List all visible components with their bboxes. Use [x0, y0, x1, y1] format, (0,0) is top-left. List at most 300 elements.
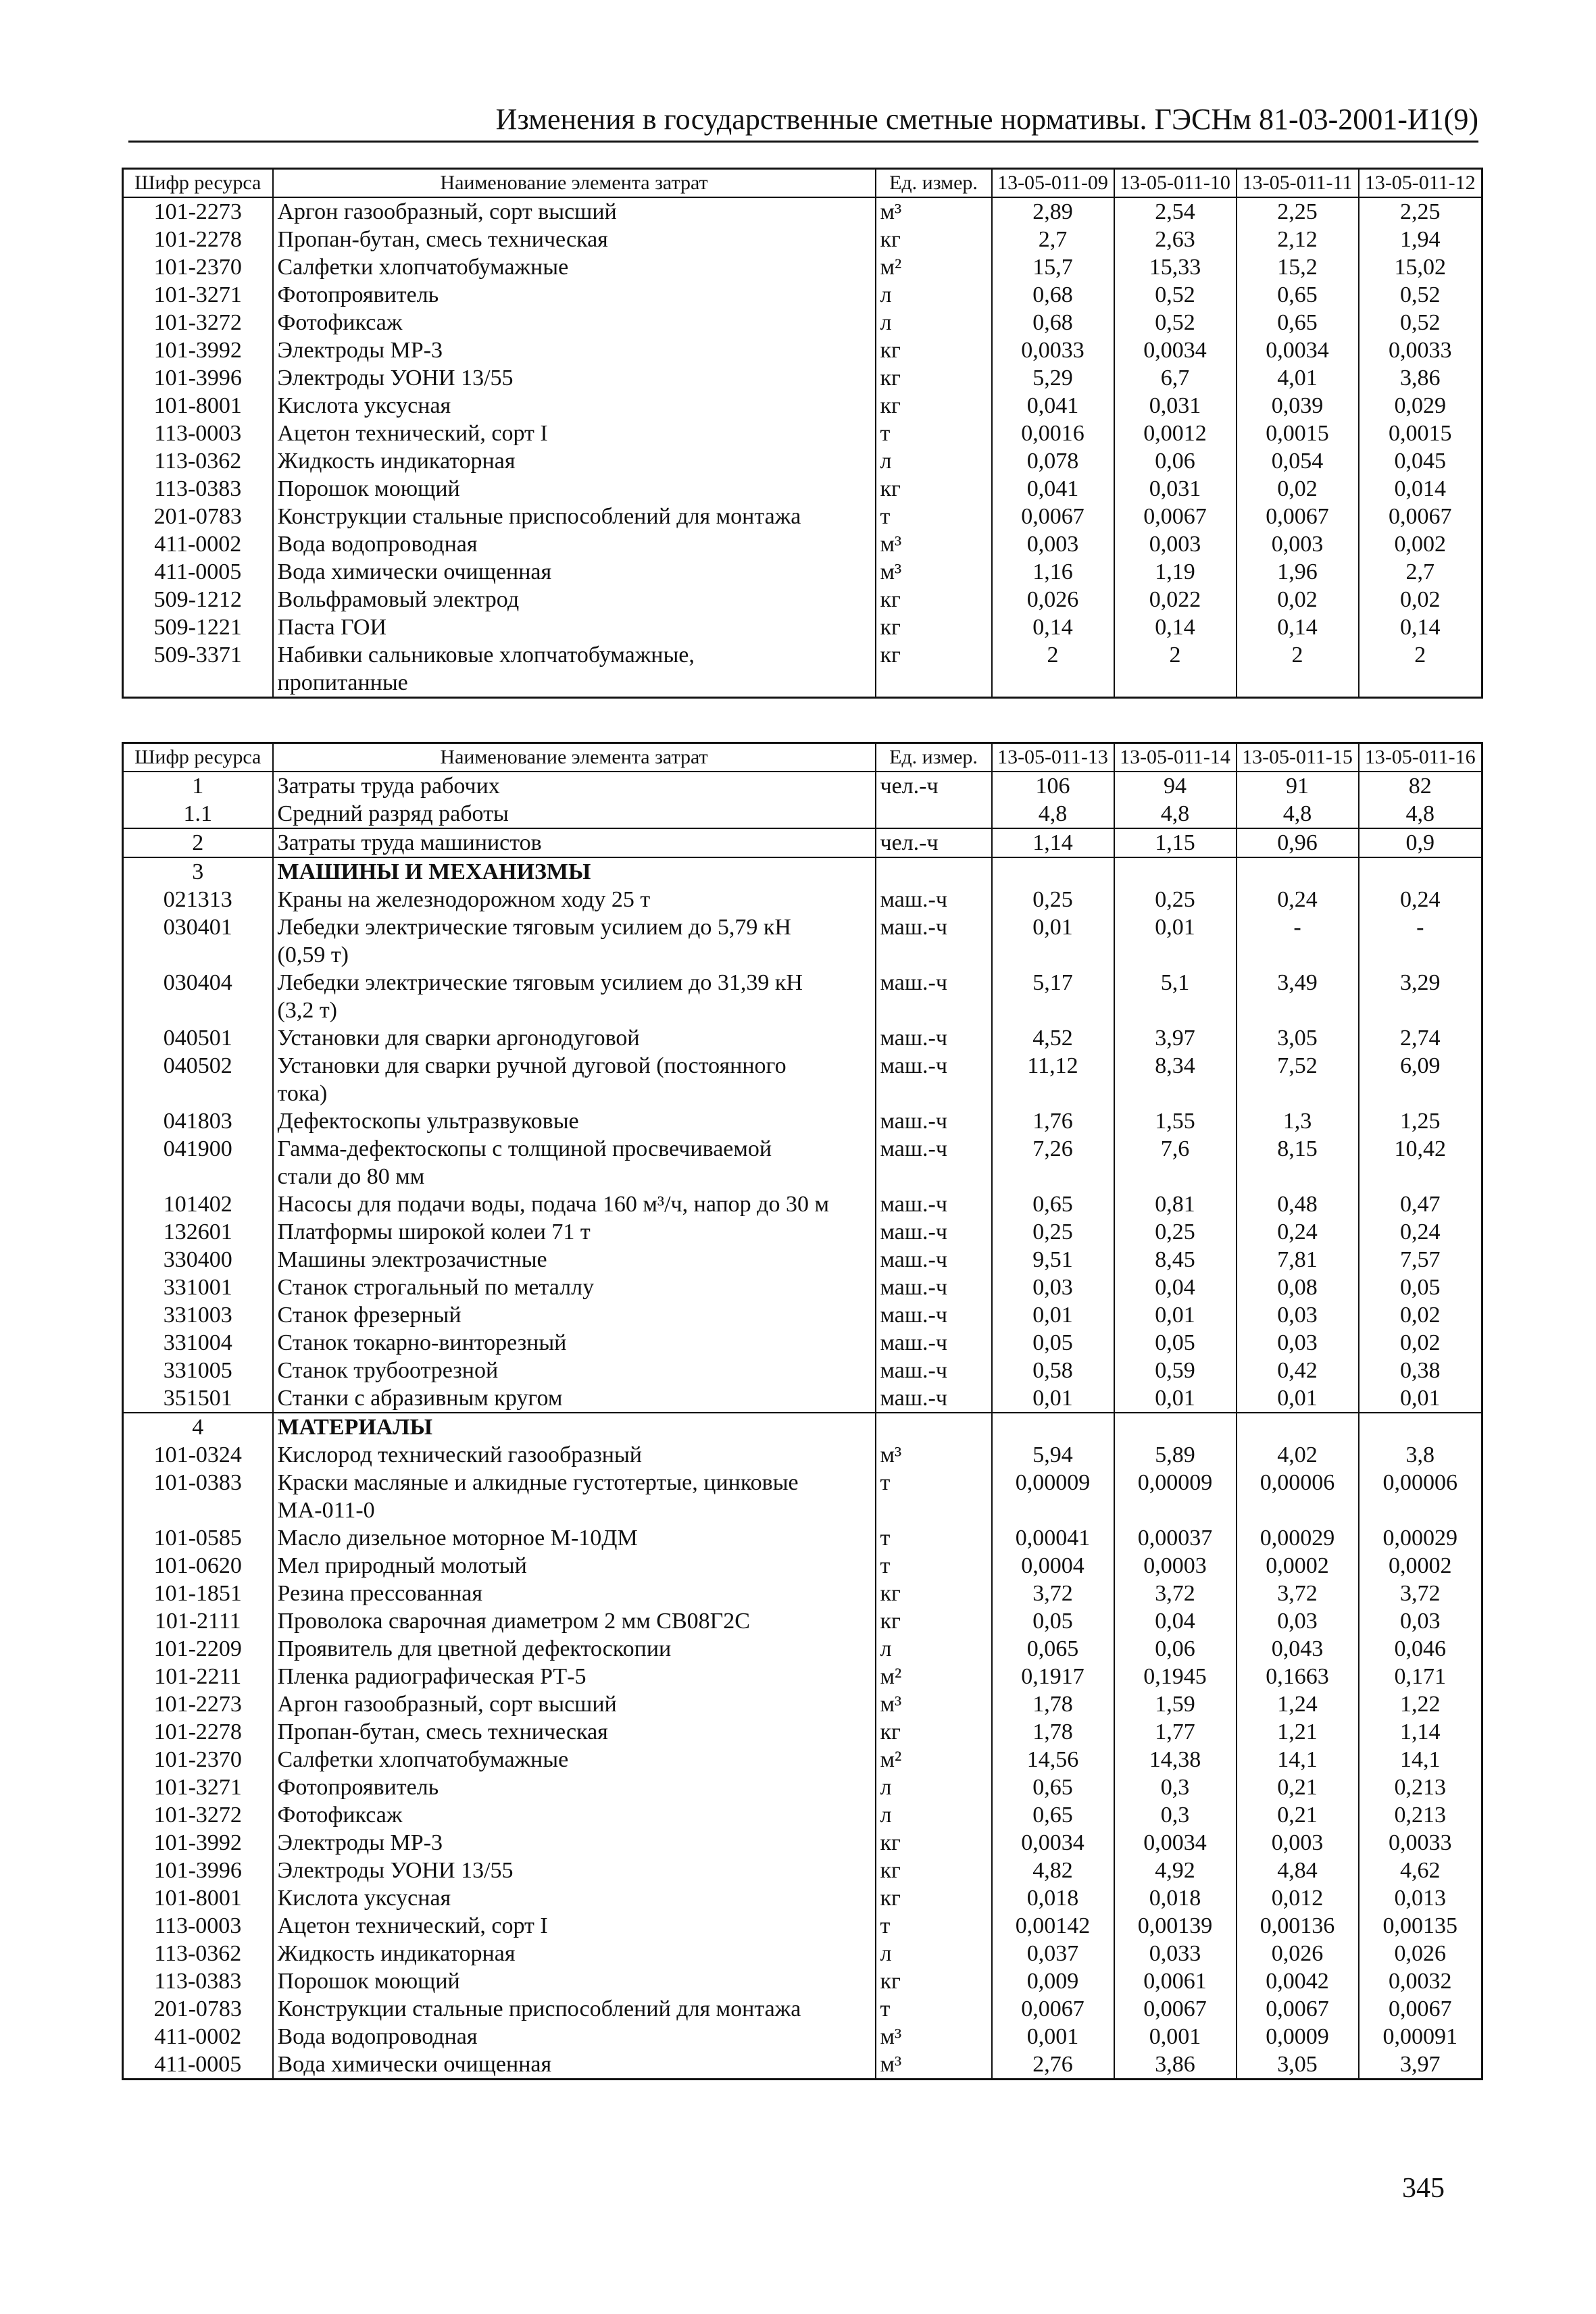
col-norm-header: 13-05-011-16: [1359, 743, 1482, 772]
unit-cell: кг: [876, 475, 992, 503]
table-row: [123, 1774, 1482, 1801]
norm-value-cell: 5,94: [992, 1441, 1114, 1469]
norm-value-cell: 0,0067: [1237, 1995, 1359, 2023]
norm-value-cell: 0,00009: [1114, 1469, 1237, 1496]
unit-cell: [876, 1163, 992, 1190]
cost-element-name-cell: Станок трубоотрезной: [273, 1357, 876, 1384]
norm-value-cell: 0,65: [992, 1801, 1114, 1829]
table-row: [123, 558, 1482, 586]
norm-value-cell: 0,24: [1237, 886, 1359, 913]
cost-element-name-cell: Краски масляные и алкидные густотертые, цинковые: [273, 1469, 876, 1496]
norm-value-cell: 0,026: [1359, 1940, 1482, 1967]
norm-value-cell: 0,00006: [1359, 1469, 1482, 1496]
unit-cell: маш.-ч: [876, 1246, 992, 1274]
norm-value-cell: 15,7: [992, 253, 1114, 281]
resource-code-cell: 030401: [123, 913, 273, 941]
resource-code-cell: 411-0002: [123, 2023, 273, 2051]
cost-element-name-cell: Пропан-бутан, смесь техническая: [273, 226, 876, 253]
norm-value-cell: 3,72: [992, 1580, 1114, 1607]
norm-value-cell: 1,76: [992, 1107, 1114, 1135]
resource-code-cell: 113-0003: [123, 420, 273, 447]
norm-value-cell: 8,15: [1237, 1135, 1359, 1163]
unit-cell: чел.-ч: [876, 828, 992, 857]
table-row: [123, 309, 1482, 336]
norm-value-cell: 0,043: [1237, 1635, 1359, 1663]
norm-value-cell: 0,031: [1114, 475, 1237, 503]
norm-value-cell: 0,014: [1359, 475, 1482, 503]
norm-value-cell: 0,04: [1114, 1607, 1237, 1635]
norm-value-cell: 0,022: [1114, 586, 1237, 613]
cost-element-name-cell: Порошок моющий: [273, 1967, 876, 1995]
norm-value-cell: 3,86: [1359, 364, 1482, 392]
norm-value-cell: 0,9: [1359, 828, 1482, 857]
norm-value-cell: 0,21: [1237, 1801, 1359, 1829]
cost-element-name-cell: Салфетки хлопчатобумажные: [273, 253, 876, 281]
norm-value-cell: 3,05: [1237, 1024, 1359, 1052]
resource-code-cell: 1: [123, 772, 273, 800]
unit-cell: маш.-ч: [876, 969, 992, 997]
norm-value-cell: 0,0003: [1114, 1552, 1237, 1580]
norm-value-cell: 4,84: [1237, 1857, 1359, 1884]
norm-value-cell: 0,24: [1237, 1218, 1359, 1246]
resource-code-cell: 201-0783: [123, 503, 273, 530]
resource-code-cell: 101-2111: [123, 1607, 273, 1635]
norm-value-cell: 0,029: [1359, 392, 1482, 420]
cost-element-name-cell: Станки с абразивным кругом: [273, 1384, 876, 1413]
cost-element-name-cell: МАШИНЫ И МЕХАНИЗМЫ: [273, 857, 876, 886]
unit-cell: кг: [876, 392, 992, 420]
norm-value-cell: 0,0061: [1114, 1967, 1237, 1995]
resource-code-cell: 021313: [123, 886, 273, 913]
norm-value-cell: 0,01: [1237, 1384, 1359, 1413]
cost-element-name-cell: Установки для сварки аргонодуговой: [273, 1024, 876, 1052]
unit-cell: кг: [876, 336, 992, 364]
norm-value-cell: 1,55: [1114, 1107, 1237, 1135]
unit-cell: [876, 1080, 992, 1107]
norm-value-cell: 1,78: [992, 1718, 1114, 1746]
norm-value-cell: [1359, 1163, 1482, 1190]
norm-value-cell: 0,0067: [1237, 503, 1359, 530]
norm-value-cell: 2: [1359, 641, 1482, 669]
norm-value-cell: 14,1: [1237, 1746, 1359, 1774]
table-row: [123, 772, 1482, 800]
norm-value-cell: 0,01: [992, 913, 1114, 941]
unit-cell: кг: [876, 1718, 992, 1746]
cost-element-name-cell: (3,2 т): [273, 997, 876, 1024]
cost-element-name-cell: Аргон газообразный, сорт высший: [273, 1690, 876, 1718]
unit-cell: маш.-ч: [876, 1357, 992, 1384]
cost-element-name-cell: стали до 80 мм: [273, 1163, 876, 1190]
resource-code-cell: 411-0002: [123, 530, 273, 558]
norm-value-cell: 0,14: [1359, 613, 1482, 641]
unit-cell: т: [876, 1524, 992, 1552]
norm-value-cell: 0,3: [1114, 1774, 1237, 1801]
table-row: [123, 969, 1482, 997]
norm-value-cell: 7,26: [992, 1135, 1114, 1163]
norm-value-cell: 0,054: [1237, 447, 1359, 475]
col-norm-header: 13-05-011-11: [1237, 169, 1359, 198]
norm-value-cell: 0,65: [1237, 309, 1359, 336]
unit-cell: [876, 941, 992, 969]
table-row: [123, 1801, 1482, 1829]
norm-value-cell: 4,01: [1237, 364, 1359, 392]
norm-value-cell: -: [1237, 913, 1359, 941]
resource-code-cell: 041803: [123, 1107, 273, 1135]
resource-code-cell: 041900: [123, 1135, 273, 1163]
norm-value-cell: 0,01: [992, 1384, 1114, 1413]
norm-value-cell: 0,041: [992, 392, 1114, 420]
cost-element-name-cell: Электроды УОНИ 13/55: [273, 364, 876, 392]
norm-value-cell: 4,62: [1359, 1857, 1482, 1884]
unit-cell: кг: [876, 1607, 992, 1635]
norm-value-cell: 7,52: [1237, 1052, 1359, 1080]
table-row: [123, 1384, 1482, 1413]
table-row: [123, 364, 1482, 392]
cost-element-name-cell: Насосы для подачи воды, подача 160 м³/ч, напор до 30 м: [273, 1190, 876, 1218]
norm-value-cell: 0,02: [1237, 586, 1359, 613]
norm-value-cell: 0,00029: [1237, 1524, 1359, 1552]
norm-value-cell: 0,003: [1237, 530, 1359, 558]
norm-value-cell: -: [1359, 913, 1482, 941]
norm-value-cell: 0,06: [1114, 447, 1237, 475]
norm-value-cell: 2: [1114, 641, 1237, 669]
norm-value-cell: 0,0067: [992, 503, 1114, 530]
unit-cell: м³: [876, 197, 992, 226]
norm-value-cell: 0,01: [1114, 1301, 1237, 1329]
norm-value-cell: 0,59: [1114, 1357, 1237, 1384]
norm-value-cell: 0,065: [992, 1635, 1114, 1663]
page-number: 345: [1402, 2173, 1445, 2204]
table-row: [123, 1107, 1482, 1135]
cost-element-name-cell: Средний разряд работы: [273, 800, 876, 828]
norm-value-cell: 0,03: [1237, 1607, 1359, 1635]
norm-value-cell: 0,68: [992, 281, 1114, 309]
norm-value-cell: 0,03: [1237, 1329, 1359, 1357]
norm-value-cell: 0,0067: [1114, 503, 1237, 530]
norm-value-cell: 9,51: [992, 1246, 1114, 1274]
norm-value-cell: 8,45: [1114, 1246, 1237, 1274]
resource-code-cell: 101-0324: [123, 1441, 273, 1469]
norm-value-cell: 0,026: [1237, 1940, 1359, 1967]
norm-value-cell: 0,041: [992, 475, 1114, 503]
resource-code-cell: 101-0383: [123, 1469, 273, 1496]
norm-value-cell: [1237, 941, 1359, 969]
norm-value-cell: 3,97: [1114, 1024, 1237, 1052]
unit-cell: маш.-ч: [876, 1135, 992, 1163]
resource-code-cell: 101402: [123, 1190, 273, 1218]
unit-cell: маш.-ч: [876, 1107, 992, 1135]
norm-value-cell: 15,2: [1237, 253, 1359, 281]
table-row: [123, 886, 1482, 913]
norm-value-cell: [1114, 941, 1237, 969]
resource-code-cell: [123, 1080, 273, 1107]
resource-code-cell: 351501: [123, 1384, 273, 1413]
table-row: [123, 503, 1482, 530]
cost-element-name-cell: Салфетки хлопчатобумажные: [273, 1746, 876, 1774]
norm-value-cell: 0,00091: [1359, 2023, 1482, 2051]
norm-value-cell: 4,92: [1114, 1857, 1237, 1884]
cost-element-name-cell: Паста ГОИ: [273, 613, 876, 641]
unit-cell: м³: [876, 558, 992, 586]
norm-value-cell: [992, 1163, 1114, 1190]
norm-value-cell: 0,03: [1237, 1301, 1359, 1329]
cost-element-name-cell: Фотопроявитель: [273, 1774, 876, 1801]
norm-value-cell: 15,02: [1359, 253, 1482, 281]
norm-value-cell: [1359, 1496, 1482, 1524]
cost-element-name-cell: Электроды МР-3: [273, 336, 876, 364]
resource-code-cell: 101-8001: [123, 1884, 273, 1912]
table-row: [123, 669, 1482, 698]
table-row: [123, 586, 1482, 613]
table-row: [123, 253, 1482, 281]
norm-value-cell: 14,1: [1359, 1746, 1482, 1774]
norm-value-cell: 0,25: [992, 886, 1114, 913]
cost-element-name-cell: МАТЕРИАЛЫ: [273, 1413, 876, 1441]
norm-value-cell: 10,42: [1359, 1135, 1482, 1163]
unit-cell: м³: [876, 2051, 992, 2080]
norm-value-cell: 0,1917: [992, 1663, 1114, 1690]
norm-value-cell: 0,24: [1359, 886, 1482, 913]
table-row: [123, 420, 1482, 447]
cost-element-name-cell: Лебедки электрические тяговым усилием до 31,39 кН: [273, 969, 876, 997]
table-row: [123, 913, 1482, 941]
norm-value-cell: 0,24: [1359, 1218, 1482, 1246]
norm-value-cell: 82: [1359, 772, 1482, 800]
cost-element-name-cell: тока): [273, 1080, 876, 1107]
resource-code-cell: 330400: [123, 1246, 273, 1274]
cost-element-name-cell: Платформы широкой колеи 71 т: [273, 1218, 876, 1246]
norm-value-cell: 0,08: [1237, 1274, 1359, 1301]
cost-element-name-cell: Проявитель для цветной дефектоскопии: [273, 1635, 876, 1663]
norm-value-cell: 0,003: [992, 530, 1114, 558]
norm-value-cell: 0,02: [1359, 1329, 1482, 1357]
norm-value-cell: 3,97: [1359, 2051, 1482, 2080]
unit-cell: л: [876, 447, 992, 475]
cost-element-name-cell: Вольфрамовый электрод: [273, 586, 876, 613]
norm-value-cell: 0,0015: [1237, 420, 1359, 447]
norm-value-cell: 0,00041: [992, 1524, 1114, 1552]
norm-value-cell: 0,018: [1114, 1884, 1237, 1912]
norm-value-cell: 4,8: [1237, 800, 1359, 828]
cost-element-name-cell: пропитанные: [273, 669, 876, 698]
norm-value-cell: 2,54: [1114, 197, 1237, 226]
cost-element-name-cell: Ацетон технический, сорт I: [273, 1912, 876, 1940]
table-header-row: [123, 743, 1482, 772]
cost-element-name-cell: Установки для сварки ручной дуговой (постоянного: [273, 1052, 876, 1080]
cost-element-name-cell: (0,59 т): [273, 941, 876, 969]
cost-element-name-cell: Ацетон технический, сорт I: [273, 420, 876, 447]
norm-value-cell: 0,14: [1237, 613, 1359, 641]
norm-value-cell: 1,14: [992, 828, 1114, 857]
table-row: [123, 1746, 1482, 1774]
cost-element-name-cell: Порошок моющий: [273, 475, 876, 503]
cost-element-name-cell: Вода химически очищенная: [273, 2051, 876, 2080]
cost-element-name-cell: Кислота уксусная: [273, 1884, 876, 1912]
unit-cell: л: [876, 1801, 992, 1829]
cost-element-name-cell: Набивки сальниковые хлопчатобумажные,: [273, 641, 876, 669]
resource-code-cell: 4: [123, 1413, 273, 1441]
norm-value-cell: 1,59: [1114, 1690, 1237, 1718]
resource-code-cell: 113-0003: [123, 1912, 273, 1940]
unit-cell: [876, 669, 992, 698]
resource-code-cell: 101-8001: [123, 392, 273, 420]
norm-value-cell: 2,12: [1237, 226, 1359, 253]
norm-value-cell: 7,6: [1114, 1135, 1237, 1163]
norm-value-cell: 1,21: [1237, 1718, 1359, 1746]
resource-code-cell: 509-1212: [123, 586, 273, 613]
norm-value-cell: 5,1: [1114, 969, 1237, 997]
norm-value-cell: 1,78: [992, 1690, 1114, 1718]
table-row: [123, 226, 1482, 253]
unit-cell: м³: [876, 530, 992, 558]
table-row: [123, 447, 1482, 475]
resource-code-cell: 331003: [123, 1301, 273, 1329]
norm-value-cell: 0,42: [1237, 1357, 1359, 1384]
norm-value-cell: 0,003: [1114, 530, 1237, 558]
norm-value-cell: 0,68: [992, 309, 1114, 336]
unit-cell: [876, 1496, 992, 1524]
norm-value-cell: 0,48: [1237, 1190, 1359, 1218]
norm-value-cell: 2,89: [992, 197, 1114, 226]
norm-value-cell: [1114, 669, 1237, 698]
unit-cell: кг: [876, 586, 992, 613]
unit-cell: маш.-ч: [876, 1384, 992, 1413]
col-norm-header: 13-05-011-15: [1237, 743, 1359, 772]
cost-element-name-cell: Станок строгальный по металлу: [273, 1274, 876, 1301]
norm-value-cell: 0,02: [1237, 475, 1359, 503]
col-norm-header: 13-05-011-12: [1359, 169, 1482, 198]
norm-value-cell: 0,001: [992, 2023, 1114, 2051]
resource-code-cell: 113-0362: [123, 447, 273, 475]
resource-code-cell: 101-3996: [123, 1857, 273, 1884]
cost-element-name-cell: Машины электрозачистные: [273, 1246, 876, 1274]
norm-value-cell: 0,009: [992, 1967, 1114, 1995]
norm-value-cell: 0,0067: [1114, 1995, 1237, 2023]
norm-value-cell: 0,026: [992, 586, 1114, 613]
resource-code-cell: 030404: [123, 969, 273, 997]
resource-code-cell: 1.1: [123, 800, 273, 828]
table-row: [123, 1218, 1482, 1246]
cost-element-name-cell: Лебедки электрические тяговым усилием до 5,79 кН: [273, 913, 876, 941]
norm-value-cell: 3,72: [1237, 1580, 1359, 1607]
norm-value-cell: 2,74: [1359, 1024, 1482, 1052]
norm-value-cell: 0,0034: [992, 1829, 1114, 1857]
cost-element-name-cell: Вода химически очищенная: [273, 558, 876, 586]
norm-value-cell: 1,19: [1114, 558, 1237, 586]
norm-value-cell: 5,17: [992, 969, 1114, 997]
norm-value-cell: [1359, 941, 1482, 969]
norm-value-cell: [1237, 1496, 1359, 1524]
norm-value-cell: 0,0067: [992, 1995, 1114, 2023]
cost-element-name-cell: Фотофиксаж: [273, 1801, 876, 1829]
norm-value-cell: 2: [1237, 641, 1359, 669]
table-row: [123, 1024, 1482, 1052]
norm-value-cell: 0,00142: [992, 1912, 1114, 1940]
unit-cell: м²: [876, 1663, 992, 1690]
resource-code-cell: 040501: [123, 1024, 273, 1052]
cost-element-name-cell: Дефектоскопы ультразвуковые: [273, 1107, 876, 1135]
norm-value-cell: 3,72: [1114, 1580, 1237, 1607]
unit-cell: маш.-ч: [876, 1301, 992, 1329]
norm-value-cell: 0,3: [1114, 1801, 1237, 1829]
norm-value-cell: 0,033: [1114, 1940, 1237, 1967]
norm-value-cell: 0,52: [1359, 309, 1482, 336]
norm-value-cell: 0,00136: [1237, 1912, 1359, 1940]
norm-value-cell: 0,1945: [1114, 1663, 1237, 1690]
norm-value-cell: 0,0009: [1237, 2023, 1359, 2051]
table-row: [123, 1718, 1482, 1746]
norm-value-cell: 2,7: [992, 226, 1114, 253]
cost-element-name-cell: Масло дизельное моторное М-10ДМ: [273, 1524, 876, 1552]
resource-code-cell: 101-3272: [123, 1801, 273, 1829]
table-row: [123, 1940, 1482, 1967]
norm-value-cell: 0,0034: [1114, 336, 1237, 364]
norm-value-cell: 14,56: [992, 1746, 1114, 1774]
resource-code-cell: 101-3992: [123, 336, 273, 364]
resource-code-cell: 509-3371: [123, 641, 273, 669]
norm-value-cell: 0,0012: [1114, 420, 1237, 447]
table-row: [123, 281, 1482, 309]
unit-cell: л: [876, 281, 992, 309]
norm-value-cell: 0,02: [1359, 586, 1482, 613]
norm-value-cell: 0,171: [1359, 1663, 1482, 1690]
resource-code-cell: [123, 1163, 273, 1190]
norm-value-cell: 0,00029: [1359, 1524, 1482, 1552]
norm-value-cell: 0,65: [992, 1774, 1114, 1801]
resource-code-cell: 101-3996: [123, 364, 273, 392]
table-row: [123, 1052, 1482, 1080]
table-row: [123, 1967, 1482, 1995]
unit-cell: кг: [876, 1884, 992, 1912]
norm-value-cell: 1,15: [1114, 828, 1237, 857]
resource-code-cell: 040502: [123, 1052, 273, 1080]
norm-value-cell: 0,14: [1114, 613, 1237, 641]
resource-code-cell: [123, 941, 273, 969]
norm-value-cell: 2,76: [992, 2051, 1114, 2080]
table-row: [123, 1496, 1482, 1524]
norm-value-cell: [992, 941, 1114, 969]
norm-value-cell: 0,213: [1359, 1774, 1482, 1801]
unit-cell: [876, 857, 992, 886]
norm-value-cell: 0,0067: [1359, 1995, 1482, 2023]
norm-value-cell: 0,0067: [1359, 503, 1482, 530]
resource-code-cell: 113-0383: [123, 475, 273, 503]
unit-cell: м³: [876, 2023, 992, 2051]
norm-value-cell: 0,01: [992, 1301, 1114, 1329]
cost-element-name-cell: Станок токарно-винторезный: [273, 1329, 876, 1357]
table-row: [123, 800, 1482, 828]
resource-code-cell: 3: [123, 857, 273, 886]
norm-value-cell: 0,00139: [1114, 1912, 1237, 1940]
table-row: [123, 2023, 1482, 2051]
norm-value-cell: 14,38: [1114, 1746, 1237, 1774]
col-unit-header: Ед. измер.: [876, 743, 992, 772]
table-row: [123, 2051, 1482, 2080]
cost-element-name-cell: Аргон газообразный, сорт высший: [273, 197, 876, 226]
table-row: [123, 1080, 1482, 1107]
norm-value-cell: 2,7: [1359, 558, 1482, 586]
norm-value-cell: 1,25: [1359, 1107, 1482, 1135]
cost-element-name-cell: Затраты труда машинистов: [273, 828, 876, 857]
unit-cell: м³: [876, 1690, 992, 1718]
norm-value-cell: 0,00006: [1237, 1469, 1359, 1496]
norm-value-cell: 0,001: [1114, 2023, 1237, 2051]
unit-cell: т: [876, 1995, 992, 2023]
col-name-header: Наименование элемента затрат: [273, 169, 876, 198]
norm-value-cell: 0,0033: [1359, 1829, 1482, 1857]
norm-value-cell: 15,33: [1114, 253, 1237, 281]
norm-value-cell: [1114, 1496, 1237, 1524]
